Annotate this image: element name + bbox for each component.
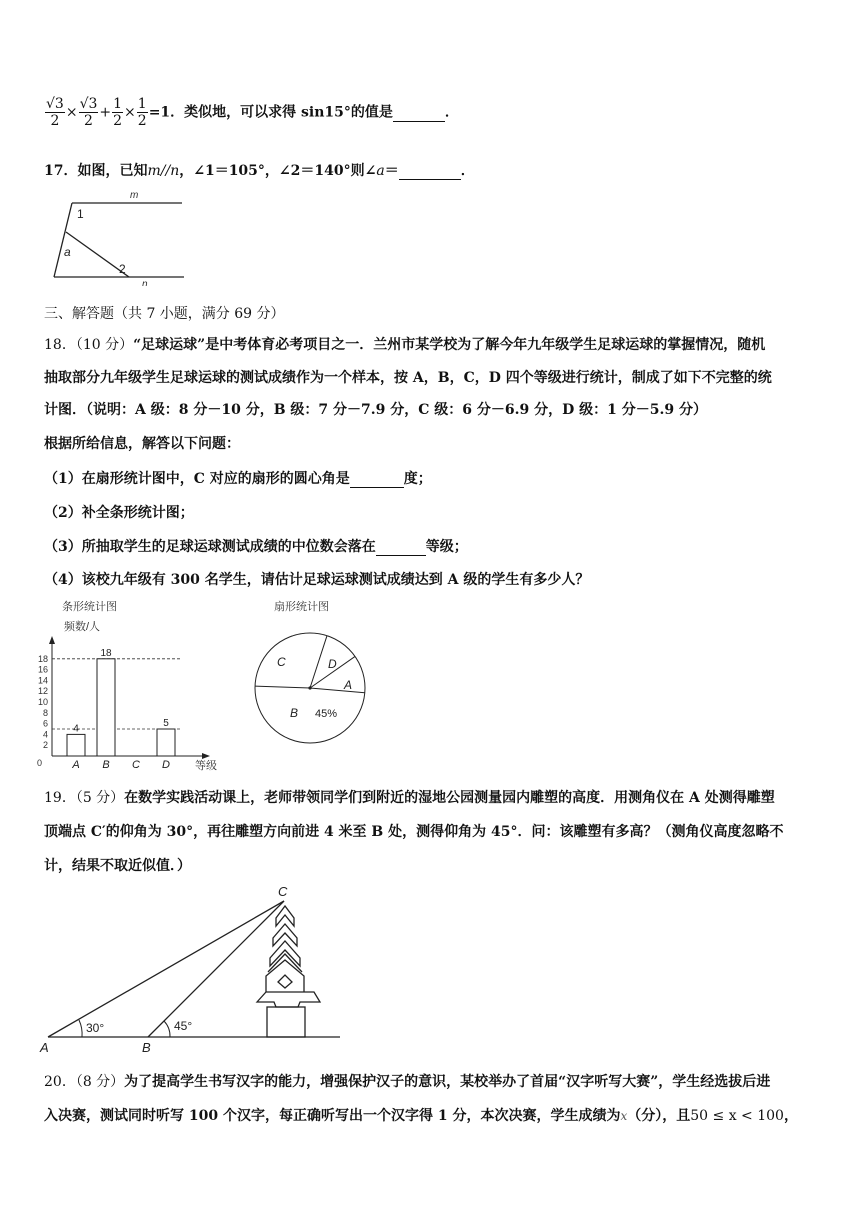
y-tick-label: 6 (42, 718, 48, 729)
label-angle-a: a (64, 245, 71, 259)
q17-line: 17．如图，已知m//n，∠1＝105°，∠2＝140°则∠a＝ ． (44, 163, 475, 179)
pie-slice-label-B: B (290, 706, 299, 720)
pie-chart (250, 596, 380, 756)
bar-D (157, 729, 175, 756)
answer-blank (399, 163, 461, 180)
y-tick-label: 4 (42, 729, 48, 740)
fraction: $\frac{√3}{2}$ (46, 96, 64, 129)
q19-line3: 计，结果不取近似值．） (44, 858, 191, 874)
y-axis-arrow (49, 636, 55, 644)
label-m: m (130, 190, 139, 201)
q20-line2: 入决赛，测试同时听写 100 个汉字，每正确听写出一个汉字得 1 分，本次决赛，学生成绩为x（分），且50 ≤ x < 100， (44, 1108, 798, 1124)
pie-slice-label-C: C (277, 655, 286, 669)
bar-chart-xlabel: 等级 (195, 760, 217, 772)
fraction: $\frac{1}{2}$ (113, 96, 123, 129)
q17-parallel-lines-figure (44, 186, 194, 286)
pie-chart-title: 扇形统计图 (274, 601, 329, 613)
section-heading: 三、解答题（共 7 小题，满分 69 分） (44, 306, 285, 322)
fraction: $\frac{1}{2}$ (137, 96, 147, 129)
q16-text: =1．类似地，可以求得 sin15°的值是 (148, 104, 393, 121)
y-tick-label: 10 (37, 697, 48, 707)
pie-center (308, 686, 311, 689)
pie-slice-label-D: D (328, 657, 337, 671)
label-n: n (142, 279, 148, 286)
q18-line2: 抽取部分九年级学生足球运球的测试成绩作为一个样本，按 A，B，C，D 四个等级进行统计，制成了如下不完整的统 (44, 370, 772, 386)
bar-chart (32, 596, 232, 776)
q19-line1: 19．（5 分）在数学实践活动课上，老师带领同学们到附近的湿地公园测量园内雕塑的高度．用测角仪在 A 处测得雕塑 (44, 790, 775, 806)
q18-line1: 18．（10 分）“足球运球”是中考体育必考项目之一．兰州市某学校为了解今年九年级学生足球运球的掌握情况，随机 (44, 337, 766, 353)
y-tick-label: 14 (37, 675, 48, 686)
q18-sub2: （2）补全条形统计图； (44, 505, 194, 521)
answer-blank (376, 539, 426, 556)
x-tick-label: D (162, 759, 170, 771)
bar-chart-ylabel: 频数/人 (64, 621, 101, 633)
y-tick-label: 8 (42, 707, 48, 718)
x-axis-arrow (202, 753, 210, 759)
label-B: B (142, 1040, 151, 1055)
q18-sub4: （4）该校九年级有 300 名学生，请估计足球运球测试成绩达到 A 级的学生有多少人？ (44, 572, 590, 588)
q19-statue-figure (30, 880, 350, 1060)
q18-line4: 根据所给信息，解答以下问题： (44, 436, 240, 452)
q16-line: $\frac{√3}{2}$ × $\frac{√3}{2}$ + $\frac{1}{2}$ × $\frac{1}{2}$ =1．类似地，可以求得 sin15°的值是 ． (46, 96, 459, 129)
fraction: $\frac{√3}{2}$ (79, 96, 98, 129)
y-tick-label: 16 (37, 664, 48, 675)
bar-B (97, 659, 115, 756)
y-tick-label: 18 (37, 653, 48, 664)
answer-blank (350, 471, 404, 488)
q19-line2: 顶端点 C′的仰角为 30°，再往雕塑方向前进 4 米至 B 处，测得仰角为 45°．问：该雕塑有多高？（测角仪高度忽略不 (44, 824, 784, 840)
label-angle-1: 1 (77, 207, 84, 221)
statue-icon (257, 906, 320, 1037)
bar-A (67, 734, 85, 756)
y-tick-label: 0 (36, 758, 42, 768)
label-30deg: 30° (86, 1021, 105, 1035)
q18-sub1: （1）在扇形统计图中，C 对应的扇形的圆心角是 度； (44, 471, 432, 487)
bar-value-label: 18 (100, 647, 112, 659)
x-tick-label: C (132, 759, 140, 771)
q18-sub3: （3）所抽取学生的足球运球测试成绩的中位数会落在 等级； (44, 539, 468, 555)
label-angle-2: 2 (119, 262, 126, 276)
q18-line3: 计图．（说明：A 级：8 分－10 分，B 级：7 分－7.9 分，C 级：6 分－6.9 分，D 级：1 分－5.9 分） (44, 402, 707, 418)
bar-chart-title: 条形统计图 (62, 601, 117, 613)
q20-line1: 20．（8 分）为了提高学生书写汉字的能力，增强保护汉子的意识，某校举办了首届“汉字听写大赛”，学生经选拔后进 (44, 1074, 771, 1090)
label-C: C (278, 884, 288, 899)
y-tick-label: 12 (37, 686, 48, 697)
label-45deg: 45° (174, 1019, 193, 1033)
bar-value-label: 5 (163, 718, 169, 729)
answer-blank (393, 105, 445, 122)
x-tick-label: A (72, 759, 80, 771)
pie-percent-label: 45% (315, 708, 338, 720)
y-tick-label: 2 (42, 740, 48, 751)
label-A: A (40, 1040, 49, 1055)
pie-slice-label-A: A (344, 678, 353, 692)
bar-value-label: 4 (73, 723, 79, 735)
x-tick-label: B (102, 759, 110, 771)
